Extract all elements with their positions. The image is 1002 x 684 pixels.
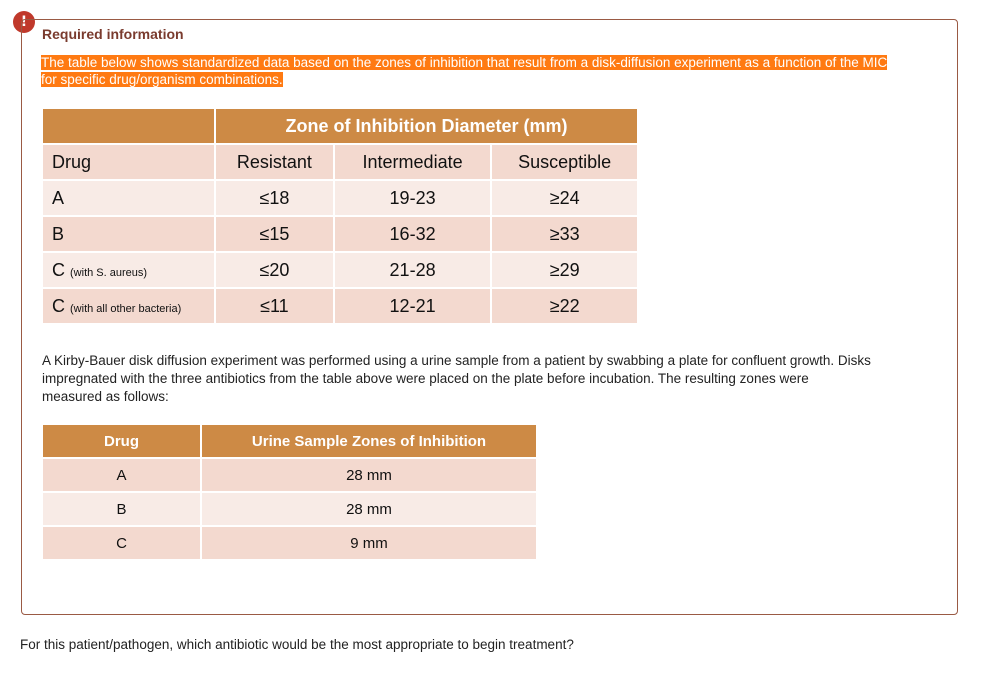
- alert-icon: !: [13, 11, 35, 33]
- urine-table: [43, 425, 538, 561]
- urine-column-header-zone: Urine Sample Zones of Inhibition: [202, 425, 538, 459]
- drug-cell: C (with S. aureus): [43, 253, 216, 289]
- zone-cell: 28 mm: [202, 493, 538, 527]
- drug-cell: B: [43, 493, 202, 527]
- column-header-resistant: Resistant: [216, 145, 335, 181]
- table-row: [43, 289, 639, 325]
- column-header-intermediate: Intermediate: [335, 145, 492, 181]
- table-row: [43, 217, 639, 253]
- zone-cell: 9 mm: [202, 527, 538, 561]
- resistant-cell: ≤15: [216, 217, 335, 253]
- susceptible-cell: ≥24: [492, 181, 639, 217]
- zone-table-corner: [43, 109, 216, 145]
- table-row: [43, 493, 538, 527]
- zone-table: [43, 109, 639, 325]
- susceptible-cell: ≥29: [492, 253, 639, 289]
- drug-cell: C: [43, 527, 202, 561]
- table-row: [43, 253, 639, 289]
- intro-text: [41, 54, 901, 88]
- intermediate-cell: 16-32: [335, 217, 492, 253]
- intermediate-cell: 19-23: [335, 181, 492, 217]
- urine-column-header-drug: Drug: [43, 425, 202, 459]
- table-row: [43, 527, 538, 561]
- drug-cell: B: [43, 217, 216, 253]
- section-title: Required information: [42, 26, 184, 42]
- question-text: For this patient/pathogen, which antibiotic would be the most appropriate to begin treatment?: [20, 637, 574, 652]
- experiment-description: A Kirby-Bauer disk diffusion experiment was performed using a urine sample from a patient by swabbing a plate for confluent growth. Disks impregnated with the three antibiotics from the table above were placed on the plate before incubation. The resulting zones were measured as follows:: [42, 353, 871, 404]
- drug-cell: A: [43, 459, 202, 493]
- table-row: [43, 181, 639, 217]
- intermediate-cell: 12-21: [335, 289, 492, 325]
- drug-cell: C (with all other bacteria): [43, 289, 216, 325]
- resistant-cell: ≤18: [216, 181, 335, 217]
- table-row: [43, 459, 538, 493]
- zone-cell: 28 mm: [202, 459, 538, 493]
- column-header-drug: Drug: [43, 145, 216, 181]
- intermediate-cell: 21-28: [335, 253, 492, 289]
- susceptible-cell: ≥33: [492, 217, 639, 253]
- resistant-cell: ≤20: [216, 253, 335, 289]
- intro-highlight: The table below shows standardized data based on the zones of inhibition that result from a disk-diffusion experiment as a function of the MIC for specific drug/organism combinations.: [41, 55, 888, 87]
- zone-table-group-header: Zone of Inhibition Diameter (mm): [216, 109, 639, 145]
- susceptible-cell: ≥22: [492, 289, 639, 325]
- resistant-cell: ≤11: [216, 289, 335, 325]
- drug-cell: A: [43, 181, 216, 217]
- column-header-susceptible: Susceptible: [492, 145, 639, 181]
